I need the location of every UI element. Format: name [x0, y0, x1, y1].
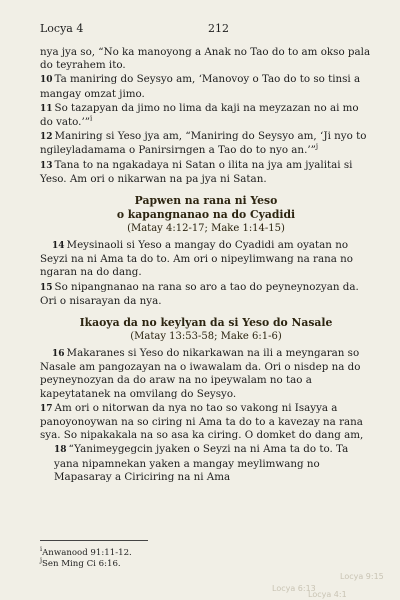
section-heading-2 [40, 316, 372, 343]
bleed-through-text: Locya 4:1 [308, 590, 347, 599]
verse-number: 15 [40, 282, 53, 293]
parallel-references: (Matay 13:53-58; Make 6:1-6) [130, 331, 282, 343]
footnote-marker[interactable]: j [315, 143, 319, 151]
footnote-item: $^j$Sen Ming Ci 6:16. [40, 556, 121, 569]
section-heading-1 [40, 194, 372, 235]
verse-number: 12 [40, 132, 53, 143]
footnote-marker[interactable]: i [90, 114, 93, 123]
verse-number: 10 [40, 75, 53, 86]
verse-number: 13 [40, 160, 53, 171]
running-header [40, 22, 372, 36]
verse-10: 10 Ta maniring do Seysyo am, ‘Manovoy o Tao do to so tinsi a mangay omzat jimo. [40, 73, 361, 100]
verse-continuation: nya jya so, “No ka manoyong a Anak no Tao do to am okso pala do teyrahem ito. [40, 46, 371, 72]
verse-number: 16 [52, 349, 65, 360]
footnote-item: $^i$Anwanood 91:11-12. [40, 545, 132, 558]
page-number: 212 [208, 22, 229, 35]
footnote-mark: j [40, 556, 43, 565]
bleed-through-text: Locya 9:15 [340, 572, 384, 581]
verse-12: 12 Maniring si Yeso jya am, “Maniring do Seysyo am, ‘Ji nyo to ngileyladamama o Panirsirngen a Tao do to nyo an.’”$^j$ [40, 130, 367, 157]
verse-17: 17 Am ori o nitorwan da nya no tao so vakong ni Isayya a panoyonoywan na so ciring ni Ama ta do to a kavezay na rana sya. So nipakakala na so asa ka ciring. O domket do dang am, [40, 401, 364, 442]
footnote-divider [40, 540, 148, 541]
parallel-references: (Matay 4:12-17; Make 1:14-15) [127, 223, 285, 235]
verse-number: 11 [40, 103, 53, 114]
section-title-line1: Papwen na rana ni Yeso [134, 194, 278, 208]
verse-11: 11 So tazapyan da jimo no lima da kaji na meyzazan no ai mo do vato.’”$^i$ [40, 101, 359, 129]
verse-number: 18 [54, 445, 67, 456]
section-label: Locya 4 [40, 22, 84, 35]
verse-14: 14 Meysinaoli si Yeso a mangay do Cyadidi am oyatan no Seyzi na ni Ama ta do to. Am ori o nipeylimwang na rana no ngaran na do dang. [40, 239, 353, 279]
footnotes [40, 545, 132, 570]
page-body [40, 46, 372, 484]
verse-13: 13 Tana to na ngakadaya ni Satan o ilita na jya am jyalitai si Yeso. Am ori o nikarwan na pa jya ni Satan. [40, 158, 353, 185]
verse-number: 14 [52, 241, 65, 252]
verse-15: 15 So nipangnanao na rana so aro a tao do peyneynozyan da. Ori o nisarayan da nya. [40, 280, 359, 307]
section-title: Ikaoya da no keylyan da si Yeso do Nasale [79, 316, 333, 330]
verse-number: 17 [40, 403, 53, 414]
verse-18: 18 “Yanimeygegcin jyaken o Seyzi na ni Ama ta do to. Ta yana nipamnekan yaken a mangay meylimwang no Mapasaray a Ciriciring na ni Ama [54, 443, 349, 483]
verse-16: 16 Makaranes si Yeso do nikarkawan na ili a meyngaran so Nasale am pangozayan na o iwawalam da. Ori o nisdep na do peyneynozyan da do araw na no ipeywalam no tao a kapeytatanek na omvilang do Seysyo. [40, 347, 361, 400]
bleed-through-text: Locya 6:13 [272, 584, 316, 593]
footnote-mark: i [40, 545, 43, 554]
section-title-line2: o kapangnanao na do Cyadidi [116, 208, 296, 222]
